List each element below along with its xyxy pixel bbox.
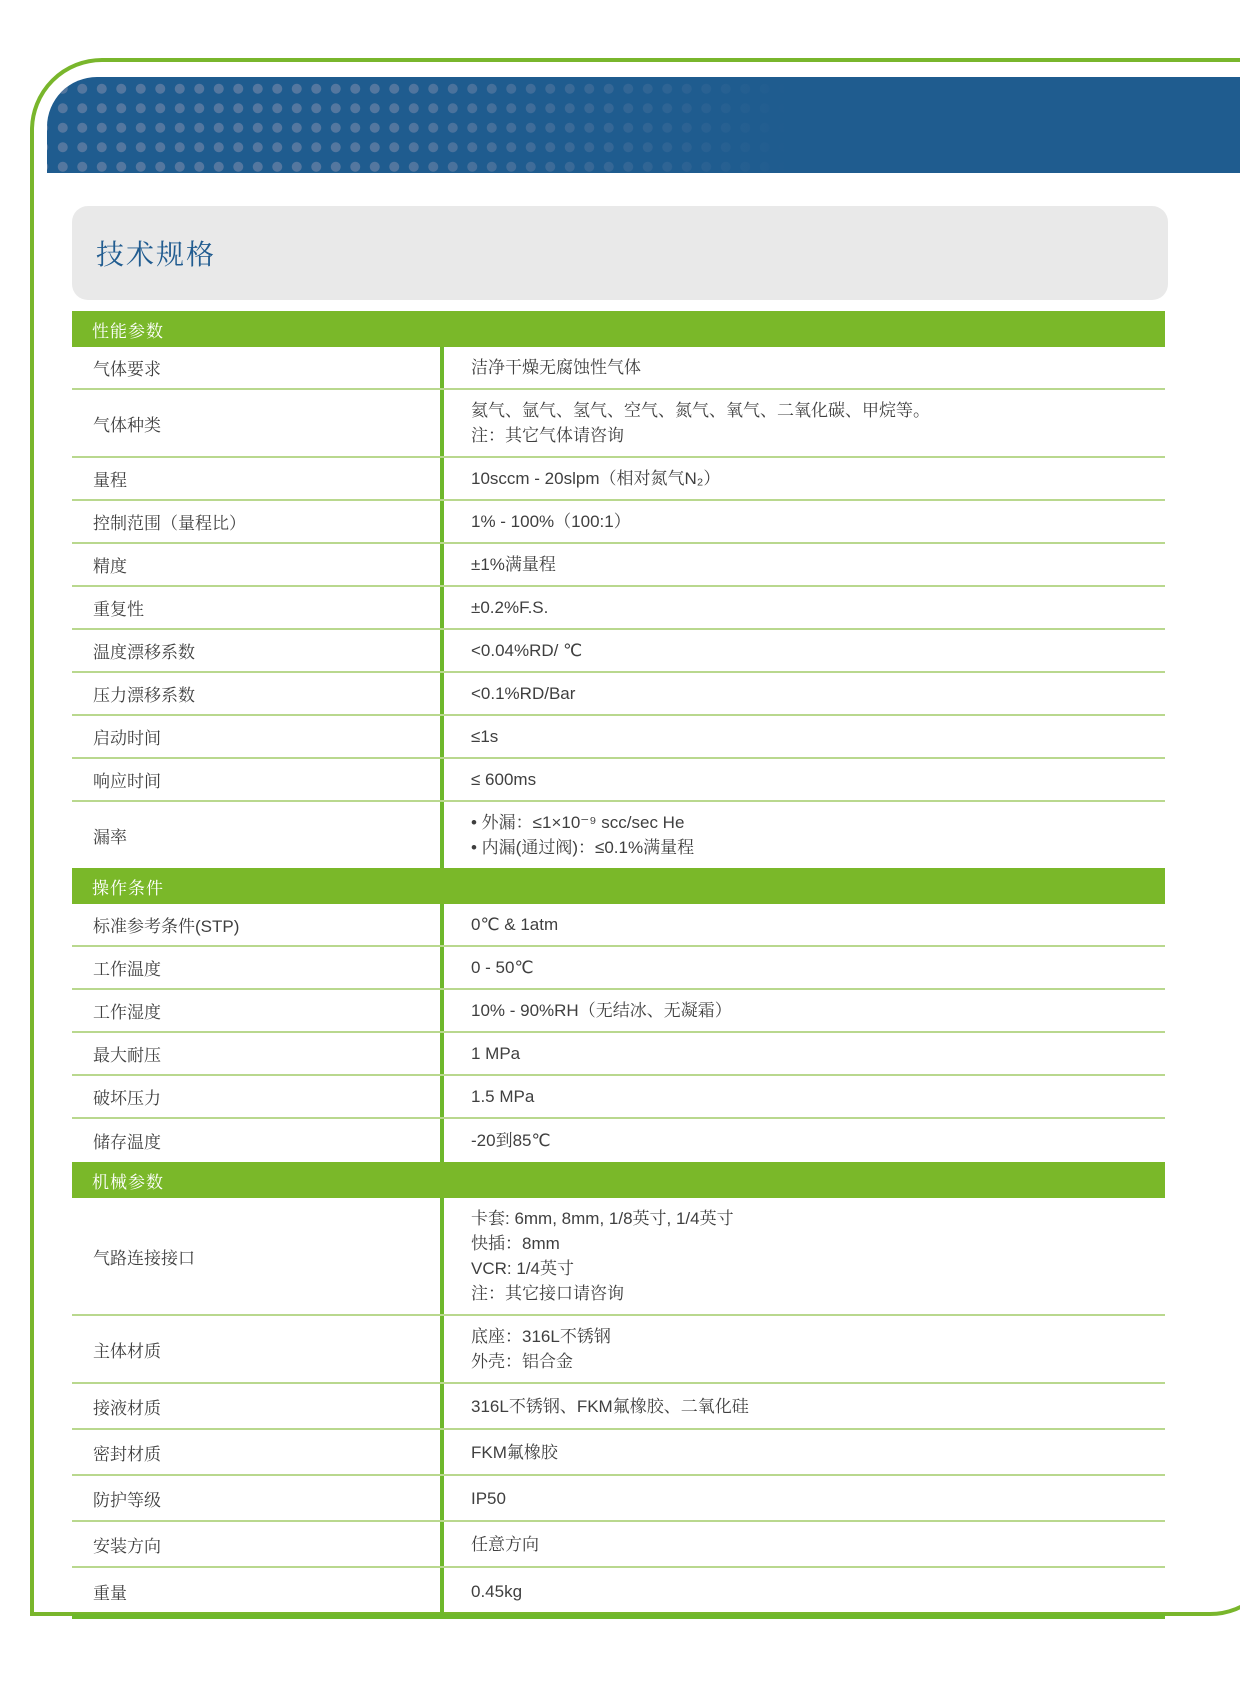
table-row xyxy=(72,904,1165,947)
row-value-line: 10% - 90%RH（无结冰、无凝霜） xyxy=(471,1001,732,1020)
banner-dot-pattern xyxy=(47,77,1240,173)
table-row xyxy=(72,1033,1165,1076)
row-value-line: 1.5 MPa xyxy=(471,1087,535,1106)
row-label: 启动时间 xyxy=(93,729,161,748)
row-label: 漏率 xyxy=(93,827,127,847)
row-value xyxy=(440,1316,1165,1382)
row-value xyxy=(440,1522,1165,1566)
table-row xyxy=(72,544,1165,587)
row-value xyxy=(440,544,1165,585)
row-label: 破坏压力 xyxy=(93,1089,161,1108)
row-value-line: 0℃ & 1atm xyxy=(471,915,559,934)
table-row xyxy=(72,1476,1165,1522)
table-row xyxy=(72,458,1165,501)
row-label: 控制范围（量程比） xyxy=(93,514,246,533)
row-value-line: 注：其它气体请咨询 xyxy=(471,426,624,445)
row-value xyxy=(440,716,1165,757)
table-row xyxy=(72,1430,1165,1476)
table-row xyxy=(72,947,1165,990)
row-value xyxy=(440,347,1165,388)
row-value xyxy=(440,990,1165,1031)
row-value-line: 10sccm - 20slpm（相对氮气N₂） xyxy=(471,469,721,488)
table-row xyxy=(72,630,1165,673)
row-value-line: 洁净干燥无腐蚀性气体 xyxy=(471,358,641,377)
row-value-line: <0.04%RD/ ℃ xyxy=(471,641,583,660)
row-label: 气体种类 xyxy=(93,415,161,435)
row-value xyxy=(440,390,1165,456)
table-row xyxy=(72,1522,1165,1568)
row-value-line: 卡套: 6mm, 8mm, 1/8英寸, 1/4英寸 xyxy=(471,1209,734,1228)
row-value-line: VCR: 1/4英寸 xyxy=(471,1259,574,1278)
row-value xyxy=(440,1476,1165,1520)
row-label: 气体要求 xyxy=(93,360,161,379)
row-label: 接液材质 xyxy=(93,1398,161,1418)
table-row xyxy=(72,390,1165,458)
row-value xyxy=(440,1076,1165,1117)
row-label: 响应时间 xyxy=(93,772,161,791)
row-value-line: 快插：8mm xyxy=(471,1234,560,1253)
row-value-line: ±0.2%F.S. xyxy=(471,598,549,617)
row-value xyxy=(440,1568,1165,1614)
row-label: 量程 xyxy=(93,471,127,490)
row-value-line: 任意方向 xyxy=(471,1534,539,1554)
row-value-line: -20到85℃ xyxy=(471,1131,551,1150)
row-label: 工作湿度 xyxy=(93,1003,161,1022)
row-value xyxy=(440,587,1165,628)
table-row xyxy=(72,759,1165,802)
row-value-line: 外壳：铝合金 xyxy=(471,1352,573,1371)
row-value-line: • 内漏(通过阀)：≤0.1%满量程 xyxy=(471,838,695,857)
table-row xyxy=(72,1316,1165,1384)
row-value xyxy=(440,630,1165,671)
table-row xyxy=(72,1198,1165,1316)
row-value xyxy=(440,458,1165,499)
section-header: 机械参数 xyxy=(72,1162,1165,1198)
row-value-line: <0.1%RD/Bar xyxy=(471,684,576,703)
table-row xyxy=(72,990,1165,1033)
row-value xyxy=(440,1033,1165,1074)
row-value-line: ≤ 600ms xyxy=(471,770,537,789)
row-value-line: 316L不锈钢、FKM氟橡胶、二氧化硅 xyxy=(471,1396,749,1416)
row-value-line: ≤1s xyxy=(471,727,499,746)
section-header: 性能参数 xyxy=(72,311,1165,347)
section-header: 操作条件 xyxy=(72,868,1165,904)
row-value-line: 氦气、氩气、氢气、空气、氮气、氧气、二氧化碳、甲烷等。 xyxy=(471,401,930,420)
table-row xyxy=(72,1119,1165,1162)
table-row xyxy=(72,1568,1165,1614)
row-value xyxy=(440,947,1165,988)
header-banner xyxy=(47,77,1240,173)
table-row xyxy=(72,1076,1165,1119)
table-row xyxy=(72,501,1165,544)
row-value-line: 1% - 100%（100:1） xyxy=(471,512,631,531)
title-box xyxy=(72,206,1168,300)
page-title: 技术规格 xyxy=(96,239,217,270)
row-value xyxy=(440,673,1165,714)
row-value-line: 底座：316L不锈钢 xyxy=(471,1327,611,1346)
row-value-line: IP50 xyxy=(471,1488,506,1508)
table-row xyxy=(72,802,1165,868)
row-value-line: 注：其它接口请咨询 xyxy=(471,1284,624,1303)
row-value xyxy=(440,1119,1165,1162)
row-label: 重复性 xyxy=(93,600,144,619)
row-label: 安装方向 xyxy=(93,1536,161,1556)
row-value-line: FKM氟橡胶 xyxy=(471,1442,558,1462)
row-value-line: 0.45kg xyxy=(471,1581,523,1601)
spec-table xyxy=(72,311,1165,1619)
row-label: 最大耐压 xyxy=(93,1046,161,1065)
table-row xyxy=(72,587,1165,630)
row-label: 防护等级 xyxy=(93,1490,161,1510)
row-value-line: 1 MPa xyxy=(471,1044,521,1063)
row-label: 标准参考条件(STP) xyxy=(93,917,240,936)
row-value xyxy=(440,1384,1165,1428)
row-label: 压力漂移系数 xyxy=(93,686,195,705)
row-value-line: 0 - 50℃ xyxy=(471,958,534,977)
row-label: 重量 xyxy=(93,1583,127,1603)
row-label: 温度漂移系数 xyxy=(93,643,195,662)
table-row xyxy=(72,673,1165,716)
row-label: 密封材质 xyxy=(93,1444,161,1464)
row-label: 储存温度 xyxy=(93,1133,161,1152)
table-row xyxy=(72,716,1165,759)
row-value-line: • 外漏：≤1×10⁻⁹ scc/sec He xyxy=(471,813,685,832)
row-label: 工作温度 xyxy=(93,960,161,979)
row-value xyxy=(440,802,1165,868)
row-value xyxy=(440,1198,1165,1314)
row-value xyxy=(440,1430,1165,1474)
row-label: 精度 xyxy=(93,557,127,576)
table-row xyxy=(72,1384,1165,1430)
table-row xyxy=(72,347,1165,390)
row-value xyxy=(440,501,1165,542)
row-value xyxy=(440,904,1165,945)
row-label: 主体材质 xyxy=(93,1341,161,1361)
row-value xyxy=(440,759,1165,800)
row-value-line: ±1%满量程 xyxy=(471,555,556,574)
row-label: 气路连接接口 xyxy=(93,1248,195,1268)
